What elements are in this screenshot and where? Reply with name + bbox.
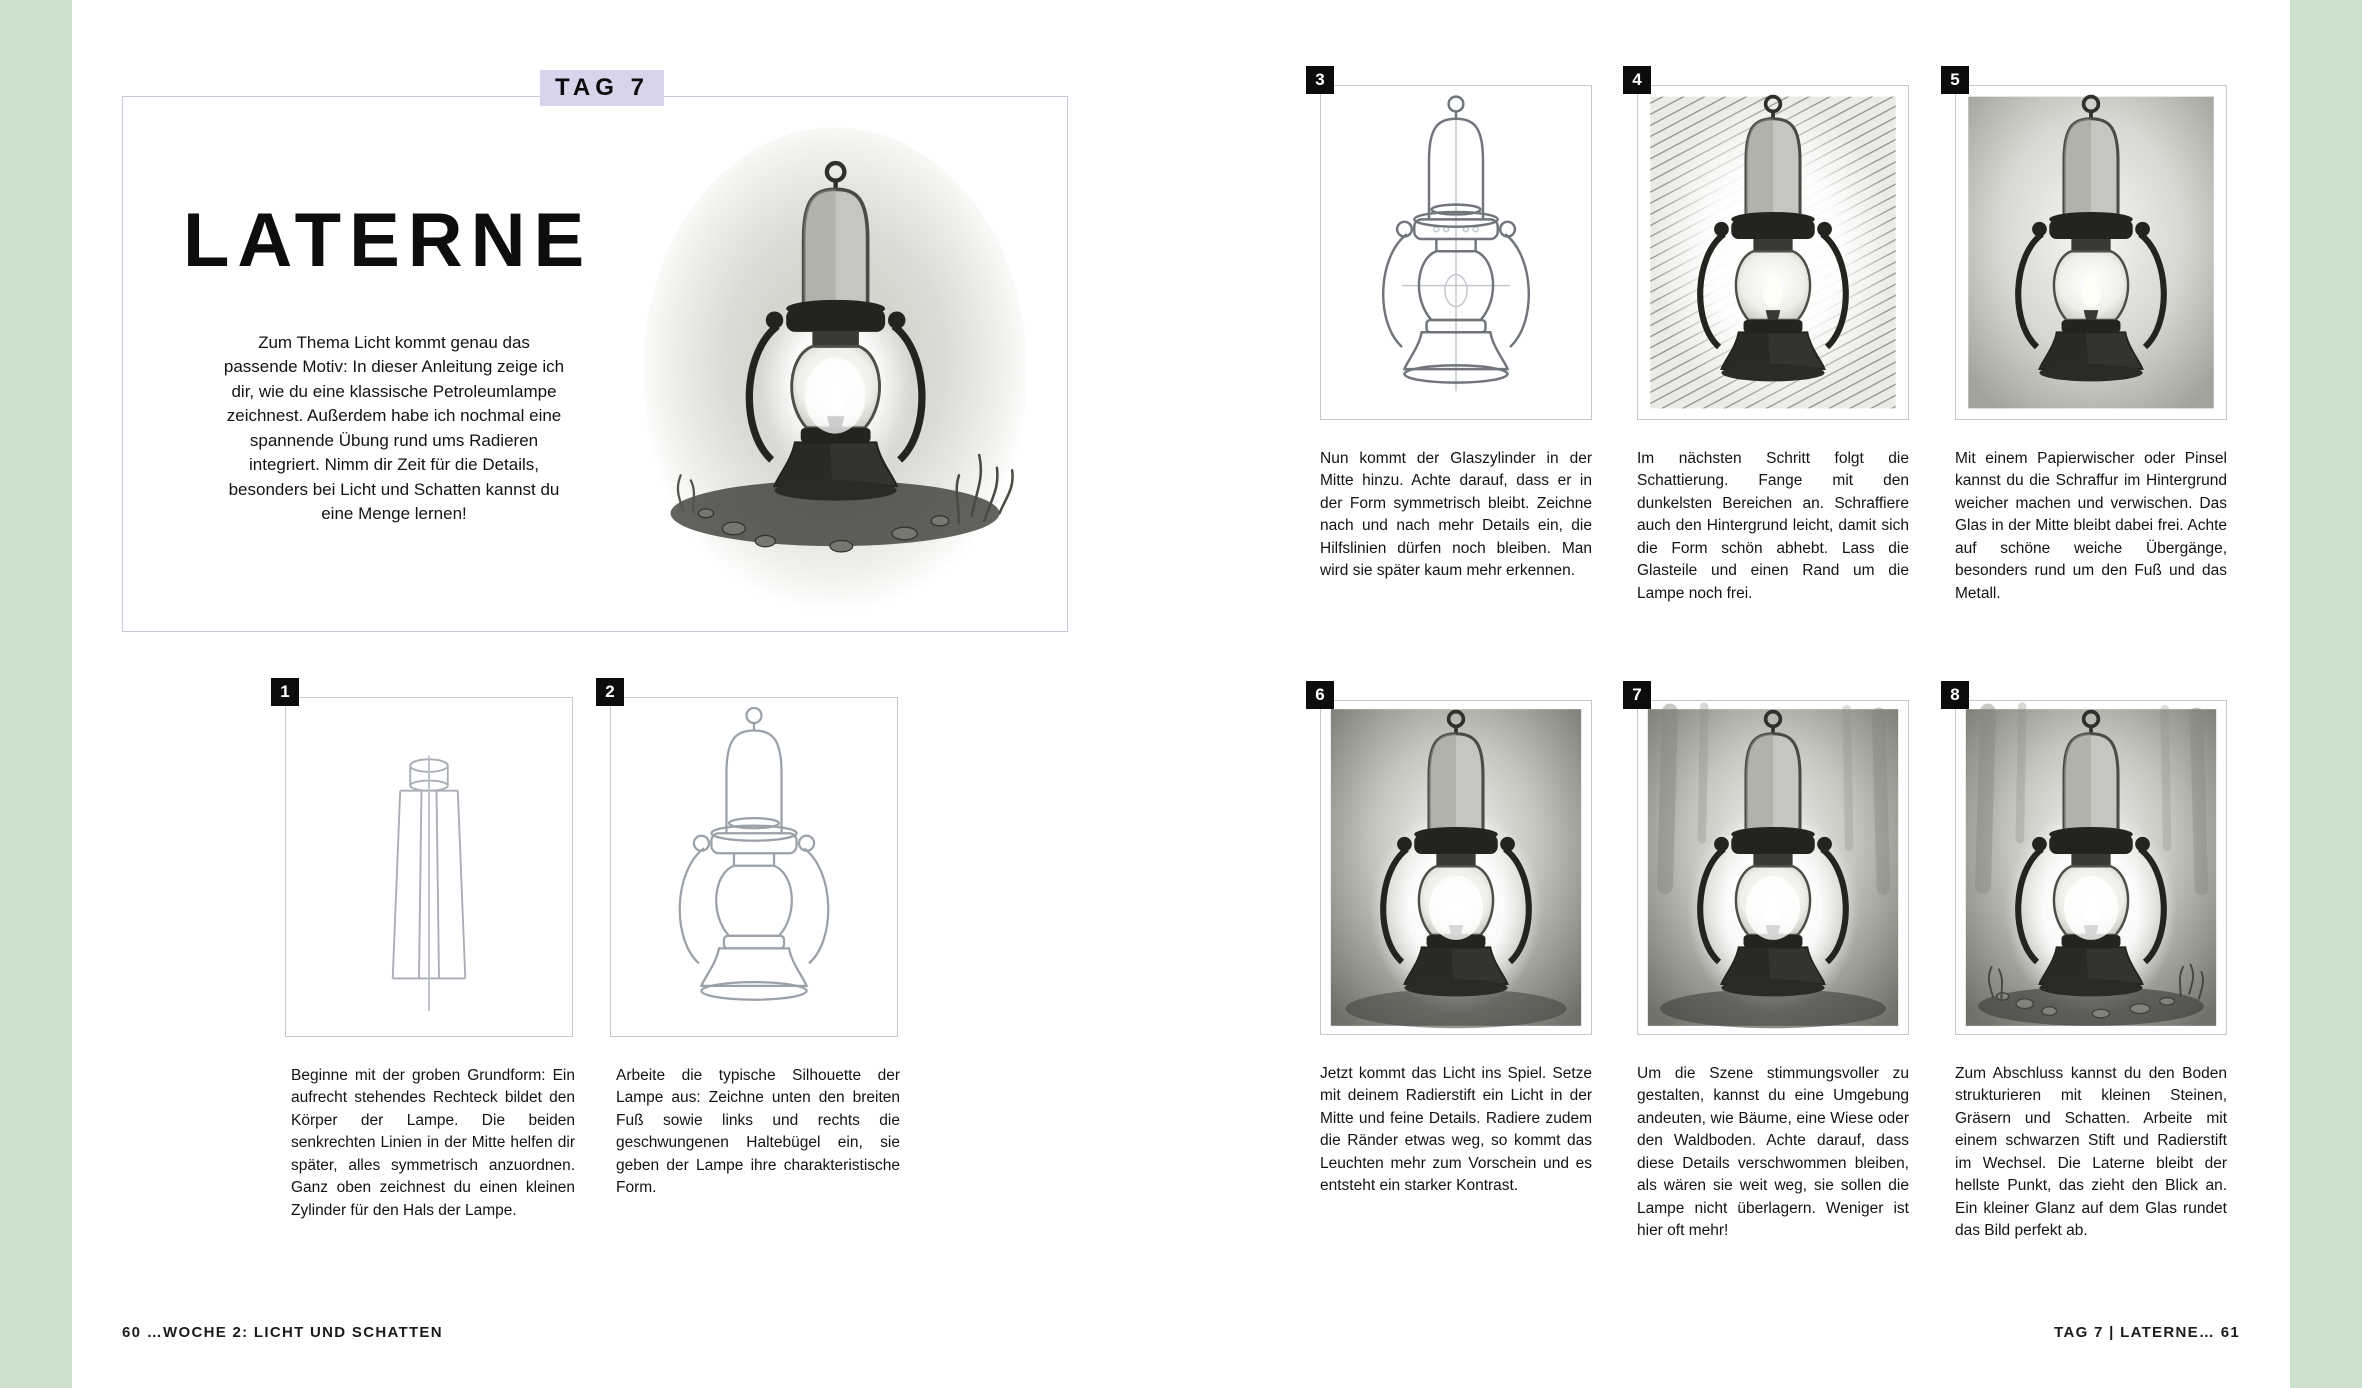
footer-right: TAG 7 | LATERNE… 61 [2054,1324,2240,1341]
step-1-caption: Beginne mit der groben Grundform: Ein aufrecht stehendes Rechteck bildet den Körper der Lampe. Die beiden senkrechten Linien in der Mitte helfen dir später, alles symmetrisch anzuordnen. Ganz oben zeichnest du einen kleinen Zylinder für den Hals der Lampe. [291,1067,575,1219]
step-8-sketch [1956,701,2226,1034]
step-3-sketch [1321,86,1591,419]
step-8-caption: Zum Abschluss kannst du den Boden strukturieren mit kleinen Steinen, Gräsern und Schatten. Arbeite mit einem schwarzen Stift und Radierstift im Wechsel. Die Laterne bleibt der hellste Punkt, das zieht den Blick an. Ein kleiner Glanz auf dem Glas rundet das Bild perfekt ab. [1955,1065,2227,1240]
step-5-number-badge: 5 [1941,66,1969,94]
footer-left: 60 …WOCHE 2: LICHT UND SCHATTEN [122,1324,443,1341]
step-4-number-badge: 4 [1623,66,1651,94]
step-7 [1632,685,1909,1243]
step-6-number-badge: 6 [1306,681,1334,709]
step-3 [1315,70,1592,583]
step-6-caption: Jetzt kommt das Licht ins Spiel. Setze mit deinem Radierstift ein Licht in der Mitte und feine Details. Radiere zudem die Ränder etwas weg, so kommt das Leuchten mehr zum Vorschein und es entsteht ein starker Kontrast. [1320,1065,1592,1195]
step-3-figure [1315,70,1592,420]
step-6-figure [1315,685,1592,1035]
step-2-caption: Arbeite die typische Silhouette der Lampe aus: Zeichne unten den breiten Fuß sowie links und rechts die geschwungenen Haltebügel ein, sie geben der Lampe ihre charakteristische Form. [616,1067,900,1197]
step-5-caption: Mit einem Papierwischer oder Pinsel kannst du die Schraffur im Hintergrund weicher machen und verwischen. Das Glas in der Mitte bleibt dabei frei. Achte auf schöne weiche Übergänge, besonders rund um den Fuß und das Metall. [1955,450,2227,602]
step-4 [1632,70,1909,605]
step-7-number-badge: 7 [1623,681,1651,709]
step-7-figure [1632,685,1909,1035]
step-5-figure [1950,70,2227,420]
page-title: LATERNE [183,198,593,283]
step-5-sketch [1956,86,2226,419]
step-3-caption: Nun kommt der Glaszylinder in der Mitte hinzu. Achte darauf, dass er in der Form symmetrisch bleibt. Zeichne nach und nach mehr Details ein, die Hilfslinien dürfen noch bleiben. Man wird sie später kaum mehr erkennen. [1320,450,1592,580]
step-8 [1950,685,2227,1243]
step-4-sketch [1638,86,1908,419]
step-6-sketch [1321,701,1591,1034]
step-5 [1950,70,2227,605]
step-4-caption: Im nächsten Schritt folgt die Schattierung. Fange mit den dunkelsten Bereichen an. Schraffiere auch den Hintergrund leicht, damit sich die Form schön abhebt. Lass die Glasteile und einen Rand um die Lampe noch frei. [1637,450,1909,602]
step-7-sketch [1638,701,1908,1034]
step-8-figure [1950,685,2227,1035]
intro-paragraph: Zum Thema Licht kommt genau das passende Motiv: In dieser Anleitung zeige ich dir, wie du eine klassische Petroleumlampe zeichnest. Außerdem habe ich nochmal eine spannende Übung rund ums Radieren integriert. Nimm dir Zeit für die Details, besonders bei Licht und Schatten kannst du eine Menge lernen! [223,333,565,524]
step-3-number-badge: 3 [1306,66,1334,94]
day-tag-badge: TAG 7 [540,70,664,106]
step-6 [1315,685,1592,1198]
step-4-figure [1632,70,1909,420]
step-7-caption: Um die Szene stimmungsvoller zu gestalten, kannst du eine Umgebung andeuten, wie Bäume, eine Wiese oder den Waldboden. Achte darauf, dass diese Details verschwommen bleiben, als wären sie weit weg, sie sollen die Lampe nicht überlagern. Weniger ist hier oft mehr! [1637,1065,1909,1240]
step-1-number-badge: 1 [271,678,299,706]
step-2-number-badge: 2 [596,678,624,706]
step-8-number-badge: 8 [1941,681,1969,709]
